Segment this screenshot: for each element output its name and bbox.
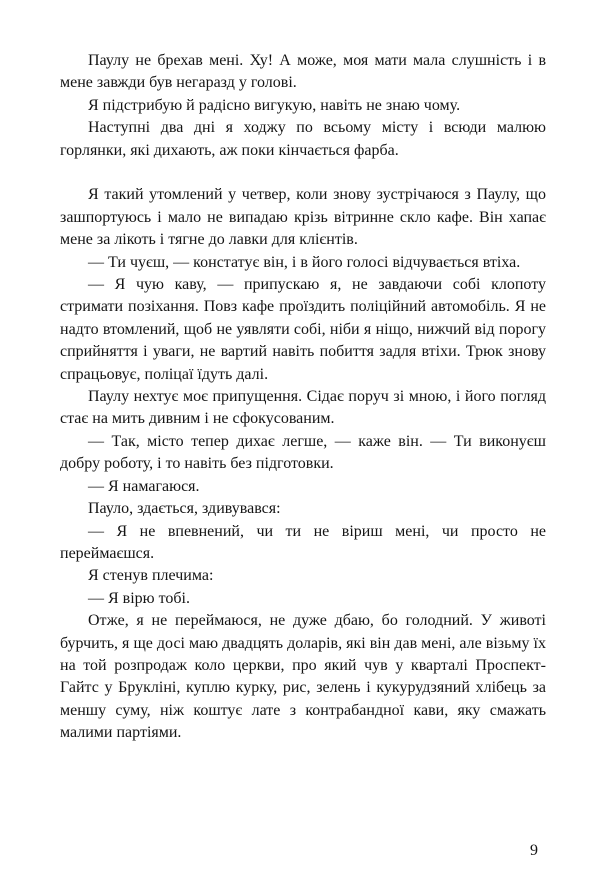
paragraph: Пауло, здається, здивувався: <box>88 500 281 518</box>
paragraph: — Я намагаюся. <box>88 477 200 495</box>
paragraph: — Я чую каву, — припускаю я, не завдаючи собі клопоту стримати позіхання. Повз кафе проїздить поліційний автомобіль. Я не надто втомлений, щоб не уявляти собі, ніби я ніщо, нижчий від порогу сприйняття і уваги, не вартий навіть побиття задля втіхи. Трюк знову спрацьовує, поліцаї їдуть далі. <box>60 276 546 383</box>
paragraph: — Я не впевнений, чи ти не віриш мені, чи просто не переймаєшся. <box>60 522 546 562</box>
page-number: 9 <box>530 842 538 859</box>
paragraph: Наступні два дні я ходжу по всьому місту і всюди малюю горлянки, які дихають, аж поки кінчається фарба. <box>60 119 546 159</box>
paragraph: Паулу нехтує моє припущення. Сідає поруч зі мною, і його погляд стає на мить дивним і не сфокусованим. <box>60 388 546 428</box>
paragraph: Я стенув плечима: <box>88 567 214 585</box>
paragraph: — Я вірю тобі. <box>88 589 190 607</box>
paragraph: Отже, я не переймаюся, не дуже дбаю, бо голодний. У животі бурчить, я ще досі маю двадцять доларів, які він дав мені, але візьму їх на той розпродаж коло церкви, про який чув у кварталі Проспект-Гайтс у Брукліні, куплю курку, рис, зелень і кукурудзяний хлібець за меншу суму, ніж коштує лате з контрабандної кави, яку смажать малими партіями. <box>60 612 546 742</box>
paragraph: Я підстрибую й радісно вигукую, навіть не знаю чому. <box>88 96 461 114</box>
body-text <box>60 50 546 745</box>
paragraph: Я такий утомлений у четвер, коли знову зустрічаюся з Паулу, що зашпортуюсь і мало не випадаю крізь вітринне скло кафе. Він хапає мене за лікоть і тягне до лавки для клієнтів. <box>60 186 546 249</box>
paragraph: Паулу не брехав мені. Ху! А може, моя мати мала слушність і в мене завжди був негаразд у голові. <box>60 52 546 92</box>
paragraph: — Так, місто тепер дихає легше, — каже він. — Ти виконуєш добру роботу, і то навіть без підготовки. <box>60 432 546 473</box>
paragraph: — Ти чуєш, — констатує він, і в його голосі відчувається втіха. <box>88 253 521 271</box>
